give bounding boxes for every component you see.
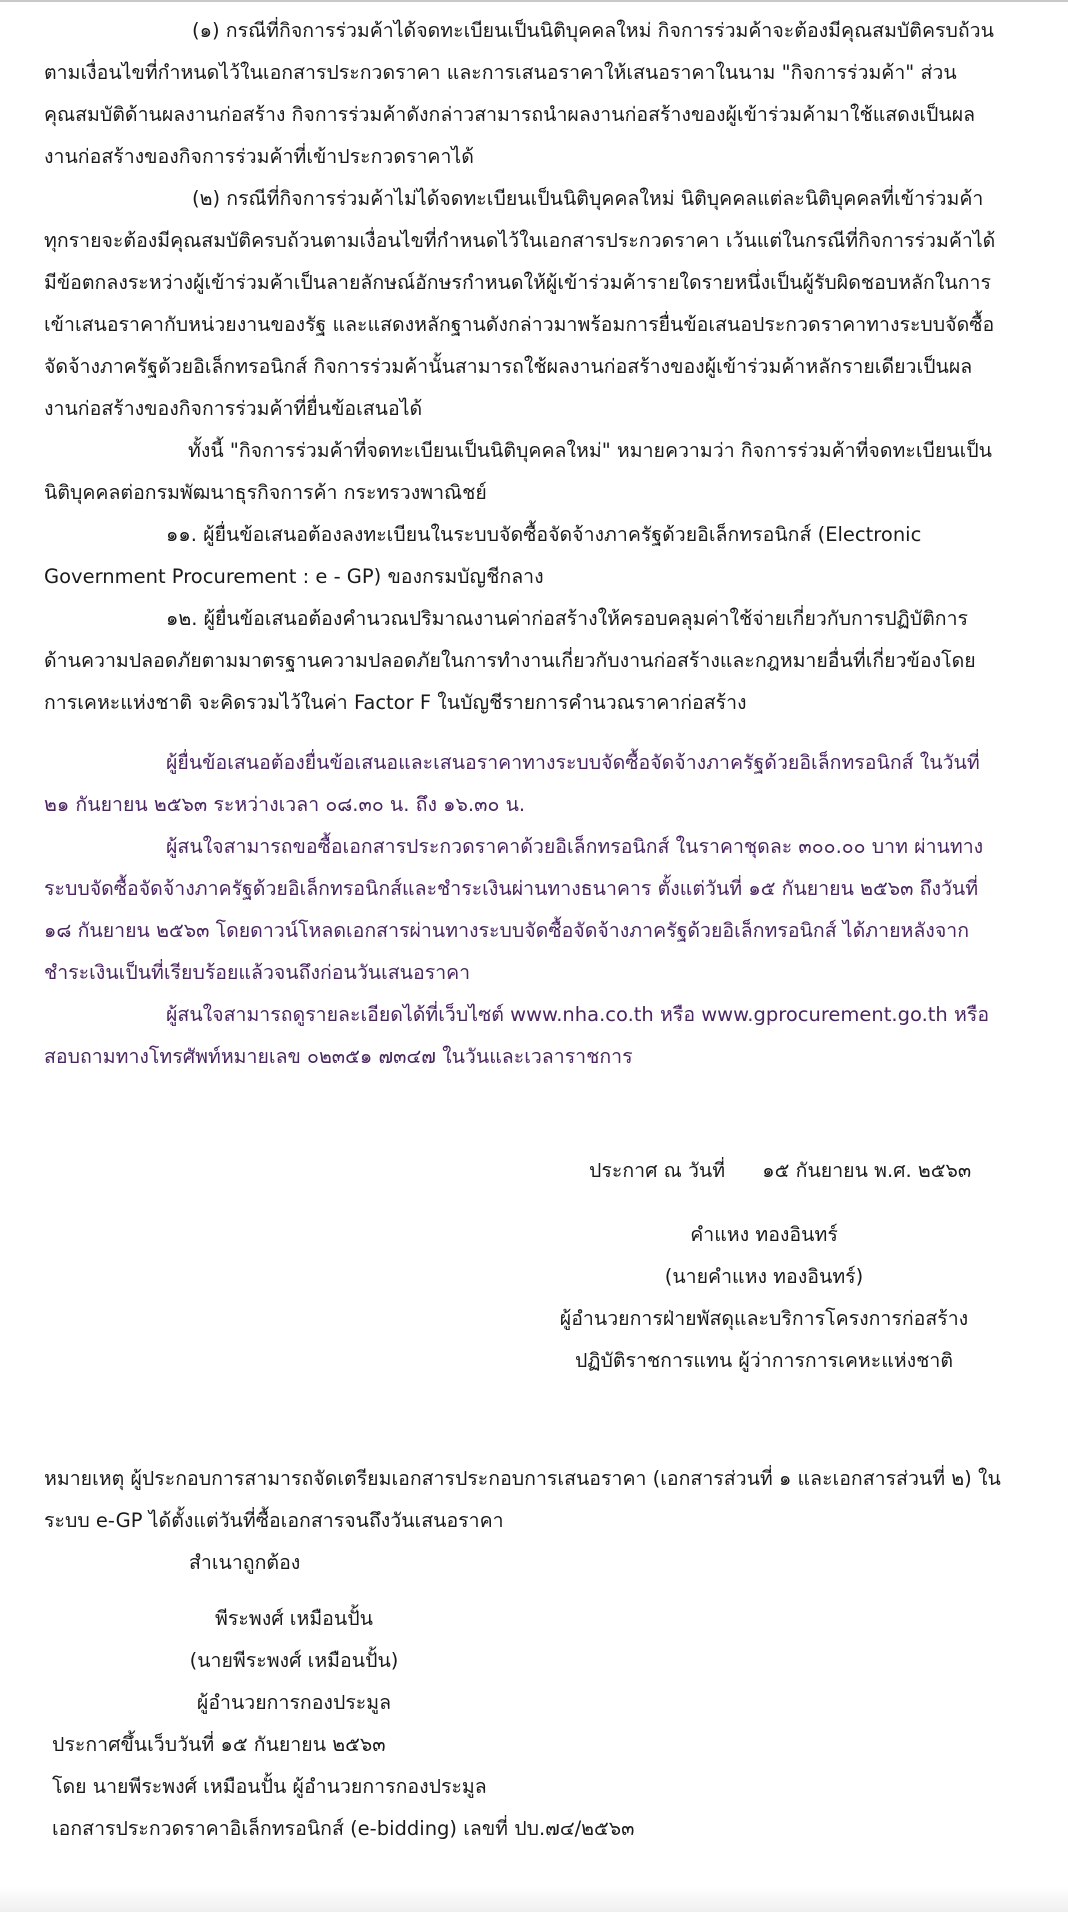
announcement-date [44, 1150, 1004, 1192]
posted-date: ประกาศขึ้นเว็บวันที่ ๑๕ กันยายน ๒๕๖๓ [52, 1733, 386, 1756]
spacer [44, 1382, 1004, 1458]
spacer [44, 1584, 1004, 1598]
copy-signatory-name: พีระพงศ์ เหมือนปั้น [215, 1607, 373, 1630]
remark-paragraph: หมายเหตุ ผู้ประกอบการสามารถจัดเตรียมเอกสารประกอบการเสนอราคา (เอกสารส่วนที่ ๑ และเอกสารส่วนที่ ๒) ในระบบ e-GP ได้ตั้งแต่วันที่ซื้อเอกสารจนถึงวันเสนอราคา [44, 1467, 1001, 1532]
definition-paragraph: ทั้งนี้ "กิจการร่วมค้าที่จดทะเบียนเป็นนิติบุคคลใหม่" หมายความว่า กิจการร่วมค้าที่จดทะเบียนเป็นนิติบุคคลต่อกรมพัฒนาธุรกิจการค้า กระทรวงพาณิชย์ [44, 439, 993, 504]
certified-copy-label: สำเนาถูกต้อง [189, 1551, 301, 1574]
signatory-position: ผู้อำนวยการฝ่ายพัสดุและบริการโครงการก่อสร้าง [559, 1307, 969, 1330]
spacer [44, 1192, 1004, 1214]
announcement-date-label: ประกาศ ณ วันที่ [589, 1159, 726, 1182]
top-border [0, 0, 1068, 2]
posted-by: โดย นายพีระพงศ์ เหมือนปั้น ผู้อำนวยการกองประมูล [52, 1775, 487, 1798]
spacer [44, 724, 1004, 742]
clause-11-paragraph: ๑๑. ผู้ยื่นข้อเสนอต้องลงทะเบียนในระบบจัดซื้อจัดจ้างภาครัฐด้วยอิเล็กทรอนิกส์ (Electronic Government Procurement : e - GP) ของกรมบัญชีกลาง [44, 523, 922, 588]
clause-12-paragraph: ๑๒. ผู้ยื่นข้อเสนอต้องคำนวณปริมาณงานค่าก่อสร้างให้ครอบคลุมค่าใช้จ่ายเกี่ยวกับการปฏิบัติการด้านความปลอดภัยตามมาตรฐานความปลอดภัยในการทำงานเกี่ยวกับงานก่อสร้างและกฎหมายอื่นที่เกี่ยวข้องโดยการเคหะแห่งชาติ จะคิดรวมไว้ในค่า Factor F ในบัญชีรายการคำนวณราคาก่อสร้าง [44, 607, 976, 714]
clause-2-paragraph: (๒) กรณีที่กิจการร่วมค้าไม่ได้จดทะเบียนเป็นนิติบุคคลใหม่ นิติบุคคลแต่ละนิติบุคคลที่เข้าร่วมค้าทุกรายจะต้องมีคุณสมบัติครบถ้วนตามเงื่อนไขที่กำหนดไว้ในเอกสารประกวดราคา เว้นแต่ในกรณีที่กิจการร่วมค้าได้มีข้อตกลงระหว่างผู้เข้าร่วมค้าเป็นลายลักษณ์อักษรกำหนดให้ผู้เข้าร่วมค้ารายใดรายหนึ่งเป็นผู้รับผิดชอบหลักในการเข้าเสนอราคากับหน่วยงานของรัฐ และแสดงหลักฐานดังกล่าวมาพร้อมการยื่นข้อเสนอประกวดราคาทางระบบจัดซื้อจัดจ้างภาครัฐด้วยอิเล็กทรอนิกส์ กิจการร่วมค้านั้นสามารถใช้ผลงานก่อสร้างของผู้เข้าร่วมค้าหลักรายเดียวเป็นผลงานก่อสร้างของกิจการร่วมค้าที่ยื่นข้อเสนอได้ [44, 187, 996, 420]
clause-1-paragraph: (๑) กรณีที่กิจการร่วมค้าได้จดทะเบียนเป็นนิติบุคคลใหม่ กิจการร่วมค้าจะต้องมีคุณสมบัติครบถ้วนตามเงื่อนไขที่กำหนดไว้ในเอกสารประกวดราคา และการเสนอราคาให้เสนอราคาในนาม "กิจการร่วมค้า" ส่วนคุณสมบัติด้านผลงานก่อสร้าง กิจการร่วมค้าดังกล่าวสามารถนำผลงานก่อสร้างของผู้เข้าร่วมค้ามาใช้แสดงเป็นผลงานก่อสร้างของกิจการร่วมค้าที่เข้าประกวดราคาได้ [44, 19, 994, 168]
spacer [44, 1078, 1004, 1150]
signatory-name: คำแหง ทองอินทร์ [690, 1223, 838, 1246]
document-body [44, 10, 1004, 1850]
copy-signatory-position: ผู้อำนวยการกองประมูล [196, 1691, 392, 1714]
announcement-date-value: ๑๕ กันยายน พ.ศ. ๒๕๖๓ [762, 1159, 972, 1182]
purchase-paragraph: ผู้สนใจสามารถขอซื้อเอกสารประกวดราคาด้วยอิเล็กทรอนิกส์ ในราคาชุดละ ๓๐๐.๐๐ บาท ผ่านทางระบบจัดซื้อจัดจ้างภาครัฐด้วยอิเล็กทรอนิกส์และชำระเงินผ่านทางธนาคาร ตั้งแต่วันที่ ๑๕ กันยายน ๒๕๖๓ ถึงวันที่ ๑๘ กันยายน ๒๕๖๓ โดยดาวน์โหลดเอกสารผ่านทางระบบจัดซื้อจัดจ้างภาครัฐด้วยอิเล็กทรอนิกส์ ได้ภายหลังจากชำระเงินเป็นที่เรียบร้อยแล้วจนถึงก่อนวันเสนอราคา [44, 835, 984, 984]
signatory-full-name: (นายคำแหง ทองอินทร์) [664, 1265, 864, 1288]
submission-paragraph: ผู้ยื่นข้อเสนอต้องยื่นข้อเสนอและเสนอราคาทางระบบจัดซื้อจัดจ้างภาครัฐด้วยอิเล็กทรอนิกส์ ในวันที่ ๒๑ กันยายน ๒๕๖๓ ระหว่างเวลา ๐๘.๓๐ น. ถึง ๑๖.๓๐ น. [44, 751, 980, 816]
document-number: เอกสารประกวดราคาอิเล็กทรอนิกส์ (e-bidding) เลขที่ ปบ.๗๔/๒๕๖๓ [52, 1817, 635, 1840]
signatory-acting-for: ปฏิบัติราชการแทน ผู้ว่าการการเคหะแห่งชาติ [575, 1349, 953, 1372]
bottom-fade [0, 1886, 1068, 1912]
contact-paragraph: ผู้สนใจสามารถดูรายละเอียดได้ที่เว็บไซต์ www.nha.co.th หรือ www.gprocurement.go.th หรือสอบถามทางโทรศัพท์หมายเลข ๐๒๓๕๑ ๗๓๔๗ ในวันและเวลาราชการ [44, 1003, 990, 1068]
copy-signatory-full-name: (นายพีระพงศ์ เหมือนปั้น) [189, 1649, 399, 1672]
